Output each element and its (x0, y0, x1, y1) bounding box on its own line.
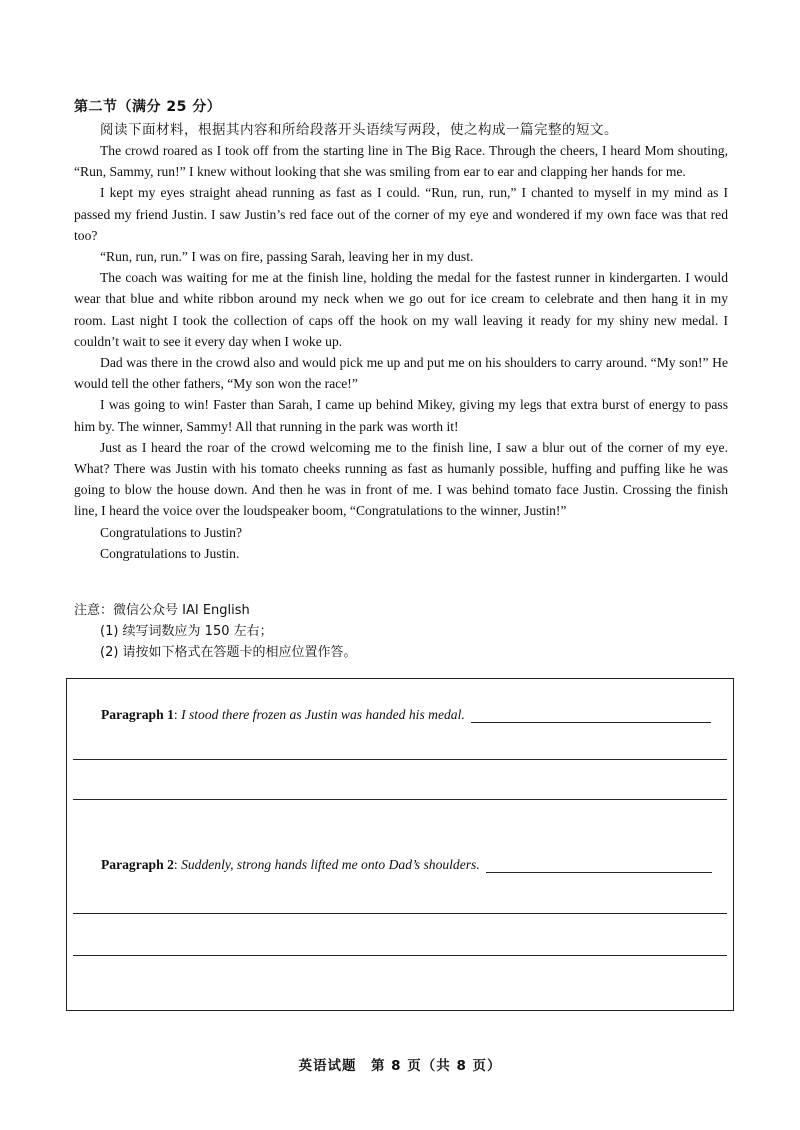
passage-paragraph-1: The crowd roared as I took off from the starting line in The Big Race. Through the cheers, I heard Mom shouting, “Run, Sammy, run!” I knew without looking that she was smiling from ear to ear and clapping her hands for me. (74, 143, 728, 180)
paragraph-1-label: Paragraph 1 (101, 707, 174, 722)
passage-paragraph-8: Congratulations to Justin? (100, 524, 242, 540)
passage-paragraph-4: The coach was waiting for me at the finish line, holding the medal for the fastest runner in kindergarten. I would wear that blue and white ribbon around my neck when we go out for ice cream to celebrate and then hang it in my room. Last night I took the collection of caps off the hook on my wall leaving it ready for my shiny new medal. I couldn’t wait to see it every day when I woke up. (74, 270, 728, 349)
paragraph-2-prompt: Paragraph 2 : Suddenly, strong hands lifted me onto Dad’s shoulders. (101, 857, 712, 873)
paragraph-2-label: Paragraph 2 (101, 857, 174, 872)
paragraph-1-prompt: Paragraph 1 : I stood there frozen as Justin was handed his medal. (101, 707, 711, 723)
passage-paragraph-9: Congratulations to Justin. (100, 545, 240, 561)
notes-section (74, 600, 357, 663)
section-title: 第二节（满分 25 分） (74, 99, 222, 115)
instruction-text: 阅读下面材料，根据其内容和所给段落开头语续写两段，使之构成一篇完整的短文。 (100, 122, 618, 138)
paragraph-2-blank-line[interactable] (486, 858, 712, 873)
note-item-1: (1) 续写词数应为 150 左右； (100, 624, 273, 639)
passage-paragraph-7: Just as I heard the roar of the crowd welcoming me to the finish line, I saw a blur out of the corner of my eye. What? There was Justin with his tomato cheeks running as fast as humanly possible, huffing and puffing like he was going to blow the house down. And then he was in front of me. I was behind tomato face Justin. Crossing the finish line, I heard the voice over the loudspeaker boom, “Congratulations to the winner, Justin!” (74, 439, 728, 519)
writing-line-1[interactable] (73, 759, 727, 760)
paragraph-2-sentence: Suddenly, strong hands lifted me onto Dad’s shoulders. (181, 857, 480, 872)
paragraph-1-blank-line[interactable] (471, 708, 711, 723)
page-footer: 英语试题 第 8 页（共 8 页） (298, 1058, 502, 1074)
note-item-2: (2) 请按如下格式在答题卡的相应位置作答。 (100, 645, 357, 660)
reading-passage (74, 140, 728, 564)
writing-line-2[interactable] (73, 799, 727, 800)
answer-box (66, 678, 734, 1011)
passage-paragraph-6: I was going to win! Faster than Sarah, I came up behind Mikey, giving my legs that extra burst of energy to pass him by. The winner, Sammy! All that running in the park was worth it! (74, 397, 728, 434)
passage-paragraph-3: “Run, run, run.” I was on fire, passing Sarah, leaving her in my dust. (100, 249, 474, 265)
passage-paragraph-5: Dad was there in the crowd also and would pick me up and put me on his shoulders to carry around. “My son!” He would tell the other fathers, “My son won the race!” (74, 355, 728, 392)
writing-line-3[interactable] (73, 913, 727, 914)
notes-label: 注意：微信公众号 IAI English (74, 603, 250, 618)
passage-paragraph-2: I kept my eyes straight ahead running as fast as I could. “Run, run, run,” I chanted to myself in my mind as I passed my friend Justin. I saw Justin’s red face out of the corner of my eye and wondered if my own face was that red too? (74, 185, 728, 243)
paragraph-1-sentence: I stood there frozen as Justin was handed his medal. (181, 707, 465, 722)
writing-line-4[interactable] (73, 955, 727, 956)
